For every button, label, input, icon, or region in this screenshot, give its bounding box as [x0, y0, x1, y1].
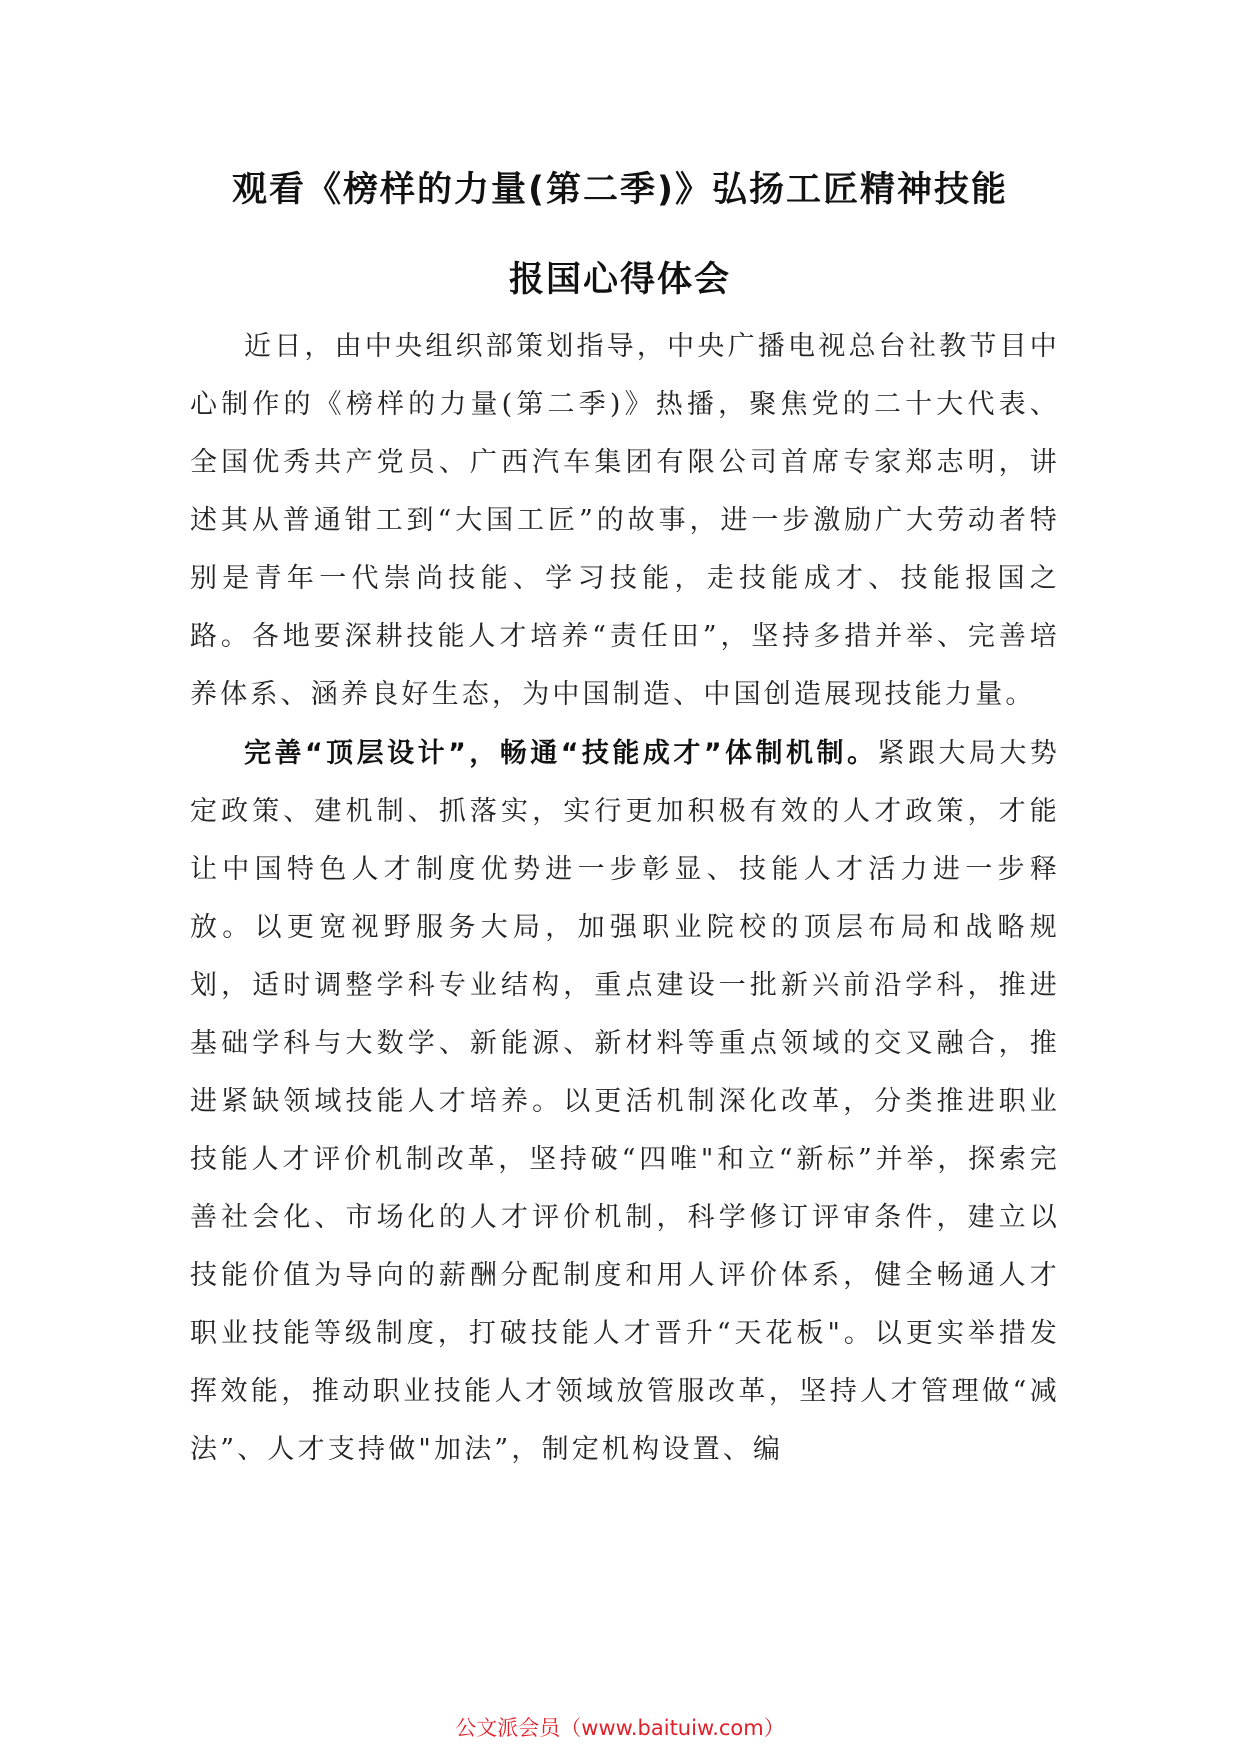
paragraph-top-level-design — [190, 725, 1060, 1479]
paragraph-intro: 近日，由中央组织部策划指导，中央广播电视总台社教节目中心制作的《榜样的力量(第二季)》热播，聚焦党的二十大代表、全国优秀共产党员、广西汽车集团有限公司首席专家郑志明，讲述其从普通钳工到“大国工匠”的故事，进一步激励广大劳动者特别是青年一代崇尚技能、学习技能，走技能成才、技能报国之路。各地要深耕技能人才培养“责任田”，坚持多措并举、完善培养体系、涵养良好生态，为中国制造、中国创造展现技能力量。 — [190, 331, 1060, 710]
footer-watermark: 公文派会员（www.baituiw.com） — [455, 1716, 785, 1740]
document-title-line-1: 观看《榜样的力量(第二季)》弘扬工匠精神技能 — [232, 170, 1008, 210]
paragraph-heading: 完善“顶层设计”，畅通“技能成才”体制机制。 — [244, 738, 878, 769]
document-title-line-2: 报国心得体会 — [508, 260, 731, 300]
paragraph-body: 紧跟大局大势定政策、建机制、抓落实，实行更加积极有效的人才政策，才能让中国特色人才制度优势进一步彰显、技能人才活力进一步释放。以更宽视野服务大局，加强职业院校的顶层布局和战略规划，适时调整学科专业结构，重点建设一批新兴前沿学科，推进基础学科与大数学、新能源、新材料等重点领域的交叉融合，推进紧缺领域技能人才培养。以更活机制深化改革，分类推进职业技能人才评价机制改革，坚持破“四唯"和立“新标”并举，探索完善社会化、市场化的人才评价机制，科学修订评审条件，建立以技能价值为导向的薪酬分配制度和用人评价体系，健全畅通人才职业技能等级制度，打破技能人才晋升“天花板"。以更实举措发挥效能，推动职业技能人才领域放管服改革，坚持人才管理做“减法”、人才支持做"加法”，制定机构设置、编 — [190, 738, 1060, 1465]
